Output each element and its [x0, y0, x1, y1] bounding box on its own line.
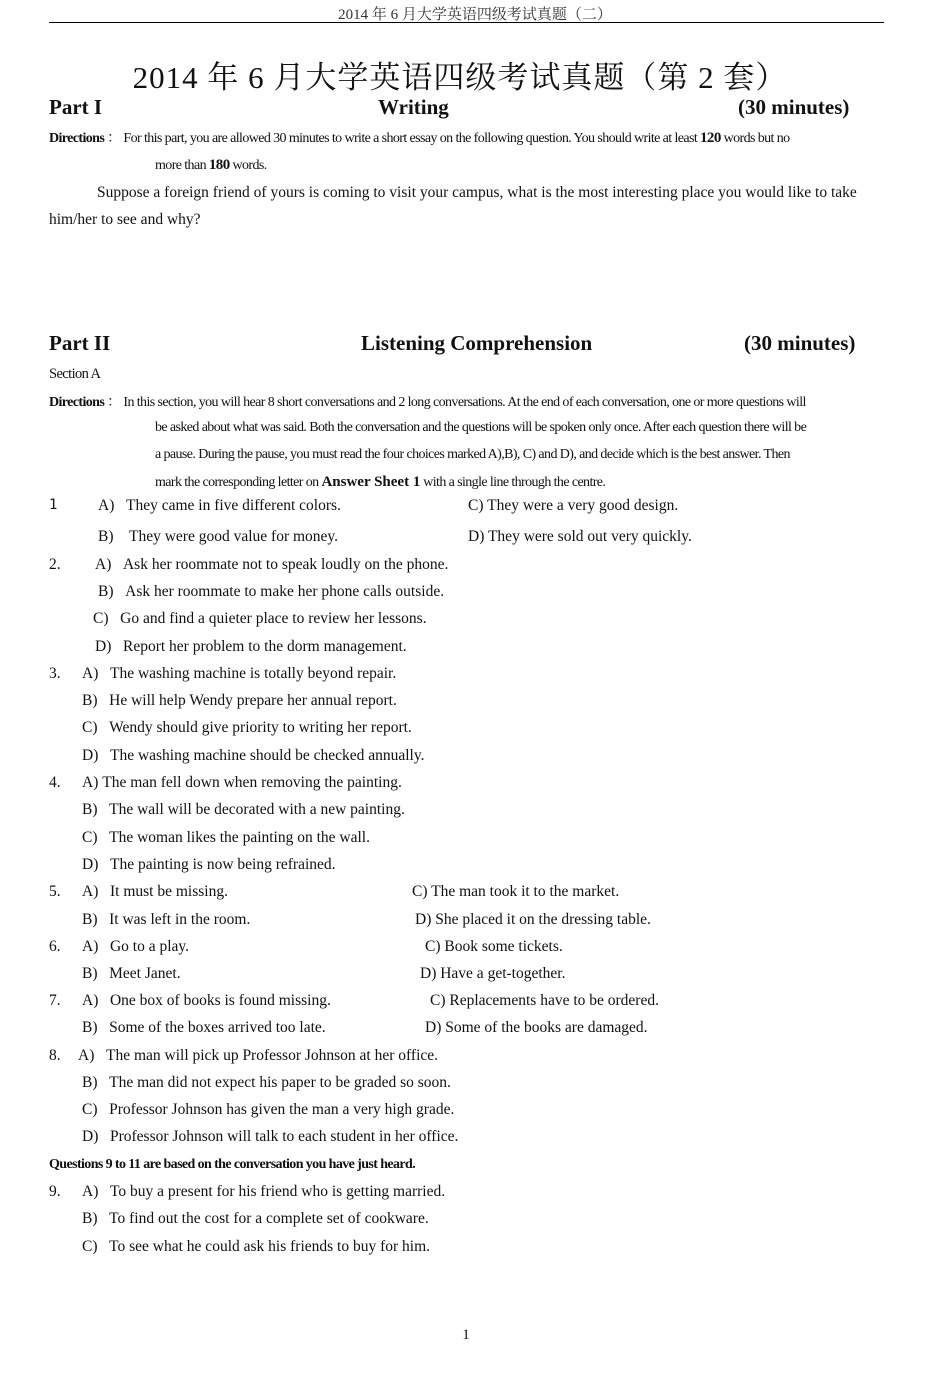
- option-6b: B) Meet Janet.: [82, 965, 181, 982]
- question-number: 4.: [49, 774, 61, 791]
- part1-name: Writing: [378, 95, 449, 119]
- option-3d: D) The washing machine should be checked annually.: [82, 747, 425, 764]
- option-1b: B) They were good value for money.: [98, 528, 339, 545]
- part1-directions-line1: [49, 127, 790, 147]
- question-number: 8.: [49, 1047, 61, 1064]
- option-2d: D) Report her problem to the dorm management.: [95, 638, 407, 655]
- option-5b: B) It was left in the room.: [82, 911, 251, 928]
- option-7c: C) Replacements have to be ordered.: [430, 992, 659, 1009]
- directions-text: words.: [232, 158, 267, 173]
- option-7d: D) Some of the books are damaged.: [425, 1019, 648, 1036]
- part1-label: Part I: [49, 95, 103, 119]
- header-divider: [49, 22, 884, 23]
- page-title: 2014 年 6 月大学英语四级考试真题（第 2 套）: [132, 60, 788, 95]
- directions-colon: ：: [107, 131, 121, 146]
- part2-name: Listening Comprehension: [361, 331, 593, 355]
- option-7b: B) Some of the boxes arrived too late.: [82, 1019, 326, 1036]
- essay-prompt-line2: him/her to see and why?: [49, 211, 201, 228]
- option-2a: A) Ask her roommate not to speak loudly on the phone.: [95, 556, 449, 573]
- part2-directions-line4: [155, 474, 605, 491]
- option-5a: A) It must be missing.: [82, 883, 228, 900]
- directions-text: with a single line through the centre.: [423, 475, 606, 490]
- part1-time: (30 minutes): [738, 95, 850, 119]
- directions-text: In this section, you will hear 8 short conversations and 2 long conversations. At the end of each conversation, one or more questions will: [123, 395, 806, 410]
- option-3c: C) Wendy should give priority to writing her report.: [82, 719, 412, 736]
- option-7a: A) One box of books is found missing.: [82, 992, 331, 1009]
- part2-directions-line3: a pause. During the pause, you must read the four choices marked A),B), C) and D), and decide which is the best answer. Then: [155, 447, 790, 462]
- option-4d: D) The painting is now being refrained.: [82, 856, 336, 873]
- option-8b: B) The man did not expect his paper to be graded so soon.: [82, 1074, 451, 1091]
- part2-directions-line2: be asked about what was said. Both the conversation and the questions will be spoken only once. After each question there will be: [155, 420, 807, 435]
- directions-text: more than: [155, 158, 206, 173]
- question-number: 9.: [49, 1183, 61, 1200]
- directions-label: Directions: [49, 131, 105, 146]
- option-2b: B) Ask her roommate to make her phone calls outside.: [98, 583, 445, 600]
- directions-text: words but no: [723, 131, 790, 146]
- option-5d: D) She placed it on the dressing table.: [415, 911, 651, 928]
- option-1a: A) They came in five different colors.: [98, 497, 341, 514]
- part1-directions-line2: [155, 157, 267, 174]
- question-number: 1: [49, 497, 58, 513]
- question-number: 7.: [49, 992, 61, 1009]
- option-4c: C) The woman likes the painting on the wall.: [82, 829, 370, 846]
- option-2c: C) Go and find a quieter place to review her lessons.: [93, 610, 427, 627]
- part2-label: Part II: [49, 331, 111, 355]
- page-number: 1: [462, 1327, 470, 1343]
- option-6a: A) Go to a play.: [82, 938, 190, 955]
- option-4a: A) The man fell down when removing the painting.: [82, 774, 402, 791]
- option-3b: B) He will help Wendy prepare her annual report.: [82, 692, 397, 709]
- section-a-label: Section A: [49, 366, 101, 382]
- option-8a: A) The man will pick up Professor Johnson at her office.: [78, 1047, 439, 1064]
- option-9a: A) To buy a present for his friend who is getting married.: [82, 1183, 446, 1200]
- question-group-heading: Questions 9 to 11 are based on the conversation you have just heard.: [49, 1157, 416, 1172]
- question-number: 5.: [49, 883, 61, 900]
- option-5c: C) The man took it to the market.: [412, 883, 620, 900]
- option-8d: D) Professor Johnson will talk to each student in her office.: [82, 1128, 459, 1145]
- running-header: 2014 年 6 月大学英语四级考试真题（二）: [338, 7, 612, 23]
- option-9b: B) To find out the cost for a complete set of cookware.: [82, 1210, 429, 1227]
- min-words: 120: [700, 130, 721, 146]
- directions-label: Directions: [49, 395, 105, 410]
- essay-prompt-line1: Suppose a foreign friend of yours is coming to visit your campus, what is the most interesting place you would like to take: [97, 184, 857, 201]
- directions-text: mark the corresponding letter on: [155, 475, 319, 490]
- max-words: 180: [208, 157, 230, 173]
- option-1d: D) They were sold out very quickly.: [468, 528, 692, 545]
- directions-colon: ：: [107, 395, 121, 410]
- option-8c: C) Professor Johnson has given the man a very high grade.: [82, 1101, 455, 1118]
- part2-directions-line1: [49, 391, 806, 411]
- question-number: 6.: [49, 938, 61, 955]
- question-number: 2.: [49, 556, 61, 573]
- part2-time: (30 minutes): [744, 331, 856, 355]
- answer-sheet-ref: Answer Sheet 1: [321, 474, 421, 490]
- option-4b: B) The wall will be decorated with a new painting.: [82, 801, 405, 818]
- option-6d: D) Have a get-together.: [420, 965, 566, 982]
- option-9c: C) To see what he could ask his friends to buy for him.: [82, 1238, 431, 1255]
- option-6c: C) Book some tickets.: [425, 938, 563, 955]
- option-1c: C) They were a very good design.: [468, 497, 679, 514]
- question-number: 3.: [49, 665, 61, 682]
- option-3a: A) The washing machine is totally beyond repair.: [82, 665, 397, 682]
- directions-text: For this part, you are allowed 30 minutes to write a short essay on the following question. You should write at least: [123, 131, 698, 146]
